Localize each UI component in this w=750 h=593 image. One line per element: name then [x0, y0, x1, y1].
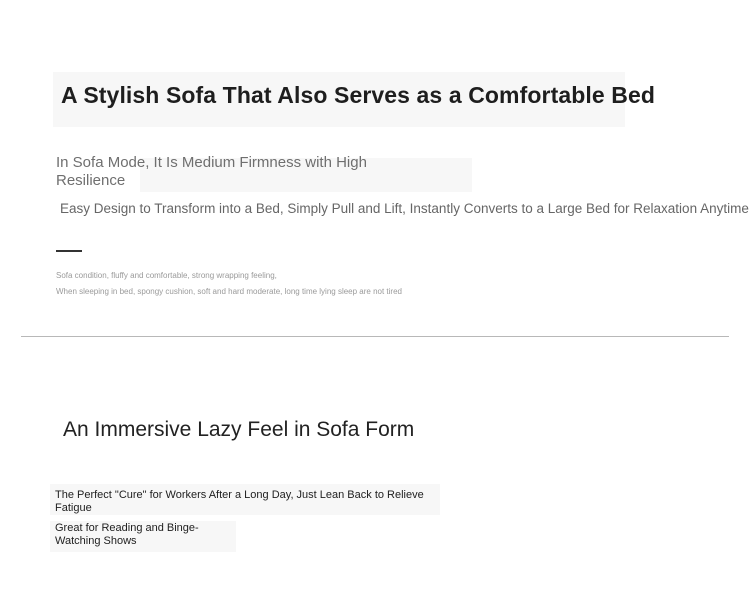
section-title: A Stylish Sofa That Also Serves as a Comfortable Bed	[61, 82, 655, 108]
feature-item-relieve-fatigue: The Perfect "Cure" for Workers After a Long Day, Just Lean Back to Relieve Fatigue	[55, 489, 424, 514]
section-divider	[21, 336, 729, 337]
section-description: Easy Design to Transform into a Bed, Simply Pull and Lift, Instantly Converts to a Large Bed for Relaxation Anytime	[60, 201, 749, 216]
section-subtitle: In Sofa Mode, It Is Medium Firmness with High Resilience	[56, 154, 367, 189]
detail-line-bed: When sleeping in bed, spongy cushion, soft and hard moderate, long time lying sleep are not tired	[56, 287, 402, 296]
second-section-title: An Immersive Lazy Feel in Sofa Form	[63, 418, 415, 441]
accent-dash	[56, 250, 82, 252]
detail-line-sofa: Sofa condition, fluffy and comfortable, strong wrapping feeling,	[56, 271, 277, 280]
feature-item-reading: Great for Reading and Binge-Watching Shows	[55, 522, 199, 547]
